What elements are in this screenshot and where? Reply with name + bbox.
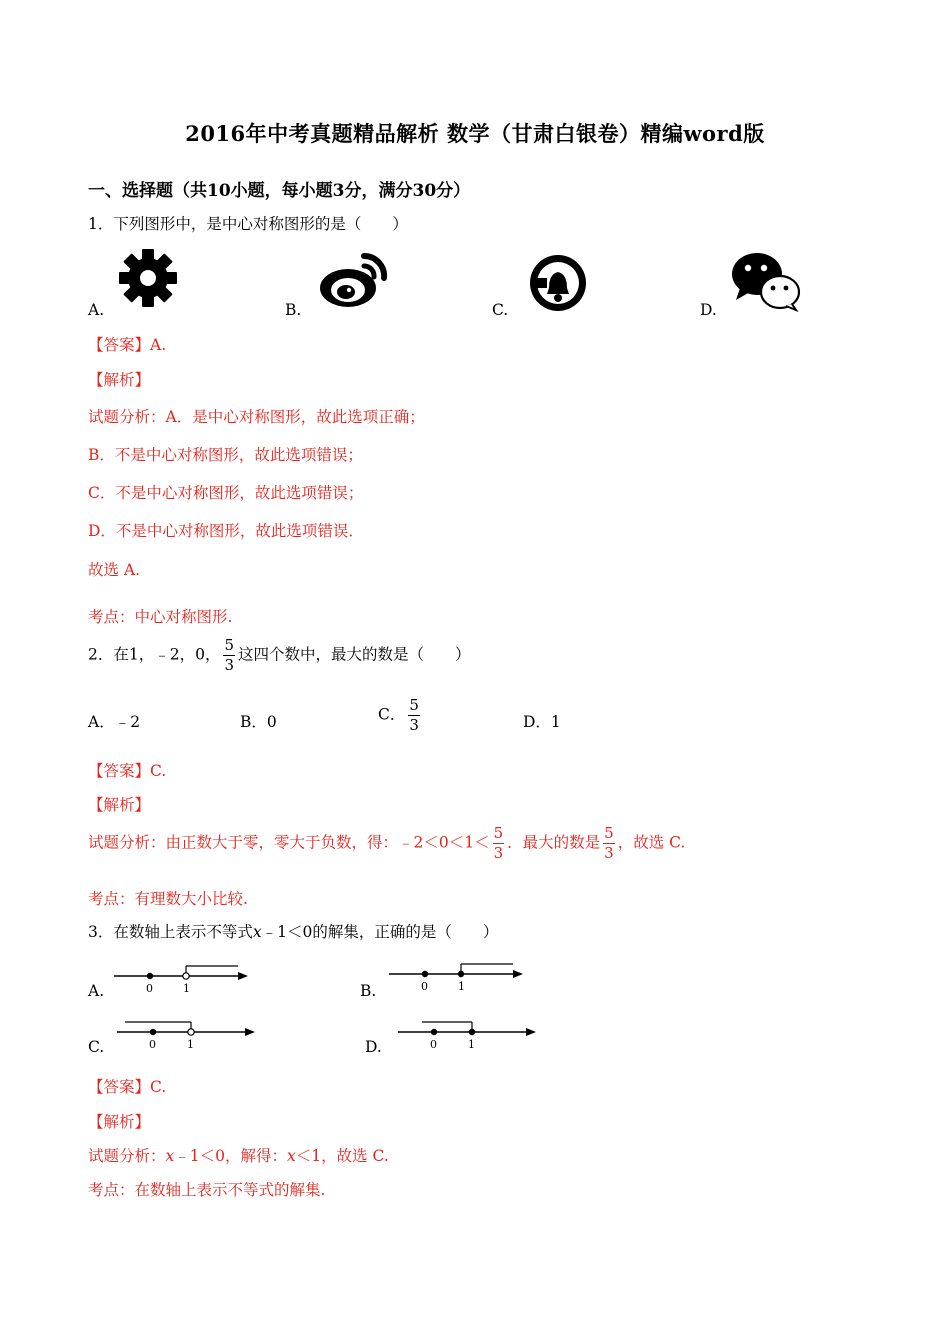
fraction-5-3: $\frac{5}{3}$	[604, 824, 614, 862]
q1-stem: 1．下列图形中，是中心对称图形的是（ ）	[88, 215, 408, 233]
tick-label: 0	[149, 1038, 156, 1051]
tick-label: 1	[458, 980, 465, 993]
q1-option-a: A.	[88, 301, 105, 319]
q2-answer: 【答案】C.	[88, 762, 167, 780]
bell-circle-icon	[527, 252, 589, 314]
q3-option-b: B.	[360, 982, 377, 1000]
q3-analysis: 试题分析：x﹣1＜0，解得：x＜1，故选 C.	[88, 1147, 389, 1165]
q1-conclusion: 故选 A.	[88, 561, 141, 579]
tick-label: 0	[146, 982, 153, 995]
q2-stem-start: 2．在1，﹣2，0，	[88, 645, 221, 664]
q1-kaodian: 考点：中心对称图形.	[88, 608, 233, 626]
q1-answer: 【答案】A.	[88, 336, 167, 354]
q2-analysis: 试题分析：由正数大于零，零大于负数，得：﹣2＜0＜1＜ $\frac{5}{3}$ ．最大的数是 $\frac{5}{3}$ ，故选 C.	[88, 824, 686, 862]
q1-option-c: C.	[492, 301, 509, 319]
weibo-icon	[318, 250, 388, 308]
fraction-5-3: $\frac{5}{3}$	[224, 636, 234, 674]
q2-option-d: D．1	[523, 713, 561, 731]
number-line-b	[387, 960, 527, 996]
q1-analysis-line: B．不是中心对称图形，故此选项错误；	[88, 446, 363, 464]
q3-kaodian: 考点：在数轴上表示不等式的解集.	[88, 1181, 326, 1199]
tick-label: 1	[183, 982, 190, 995]
q3-option-a: A.	[88, 982, 105, 1000]
q3-stem: 3．在数轴上表示不等式x﹣1＜0的解集，正确的是（ ）	[88, 923, 499, 941]
q3-answer: 【答案】C.	[88, 1078, 167, 1096]
wechat-icon	[730, 250, 802, 312]
tick-label: 1	[468, 1038, 475, 1051]
q1-analysis-line: 试题分析：A．是中心对称图形，故此选项正确；	[88, 408, 425, 426]
q2-stem	[88, 638, 471, 673]
fraction-5-3: $\frac{5}{3}$	[409, 696, 419, 734]
number-line-a	[112, 962, 252, 998]
section-heading: 一、选择题（共10小题，每小题3分，满分30分）	[88, 181, 471, 201]
q1-analysis-line: C．不是中心对称图形，故此选项错误；	[88, 484, 364, 502]
q2-option-c: C． $\frac{5}{3}$	[378, 696, 419, 734]
q2-option-b: B．0	[240, 713, 277, 731]
q2-stem-end: 这四个数中，最大的数是（ ）	[238, 645, 471, 664]
q3-option-d: D.	[365, 1038, 382, 1056]
q2-option-a: A．﹣2	[88, 713, 141, 731]
tick-label: 0	[430, 1038, 437, 1051]
gear-icon	[118, 248, 178, 308]
q1-analysis-label: 【解析】	[88, 371, 151, 389]
tick-label: 0	[421, 980, 428, 993]
q2-kaodian: 考点：有理数大小比较.	[88, 890, 248, 908]
q3-option-c: C.	[88, 1038, 105, 1056]
fraction-5-3: $\frac{5}{3}$	[493, 824, 504, 862]
page-title: 2016年中考真题精品解析 数学（甘肃白银卷）精编word版	[185, 121, 765, 146]
q3-analysis-label: 【解析】	[88, 1113, 151, 1131]
q2-analysis-label: 【解析】	[88, 796, 151, 814]
q1-option-d: D.	[700, 301, 717, 319]
q1-option-b: B.	[285, 301, 302, 319]
q1-analysis-line: D．不是中心对称图形，故此选项错误．	[88, 522, 364, 540]
tick-label: 1	[187, 1038, 194, 1051]
